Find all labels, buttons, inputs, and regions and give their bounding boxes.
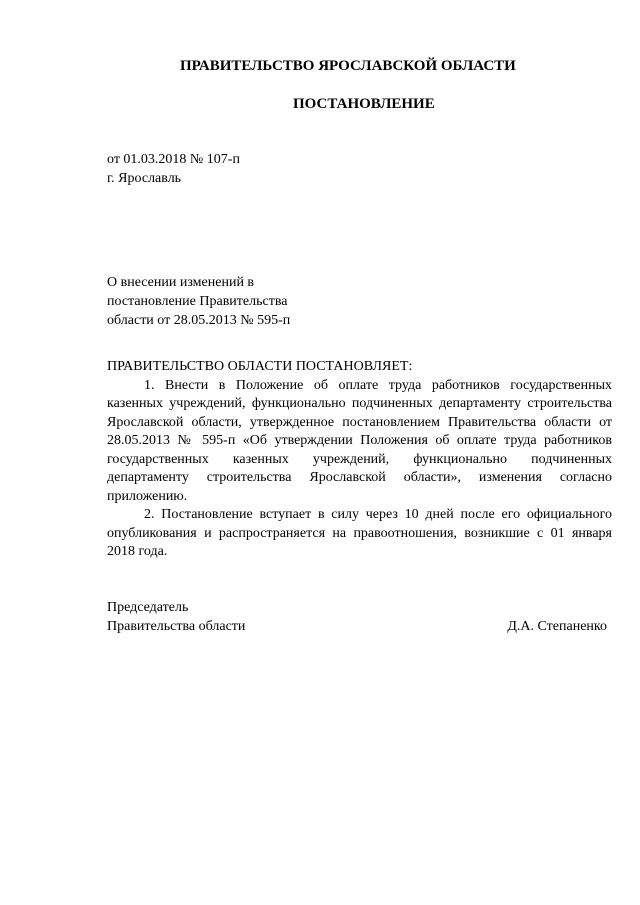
signature-row	[107, 617, 607, 636]
subject-line: постановление Правительства	[107, 294, 288, 309]
date-number: от 01.03.2018 № 107-п	[107, 152, 240, 167]
subject-line: области от 28.05.2013 № 595-п	[107, 313, 291, 328]
document-type: ПОСТАНОВЛЕНИЕ	[293, 96, 435, 112]
decree-body	[107, 358, 612, 562]
government-title: ПРАВИТЕЛЬСТВО ЯРОСЛАВСКОЙ ОБЛАСТИ	[180, 58, 516, 74]
city: г. Ярославль	[107, 171, 182, 186]
signatory-name: Д.А. Степаненко	[507, 619, 607, 634]
document-meta	[107, 150, 240, 188]
signature-block	[107, 598, 607, 636]
decree-paragraph-1: 1. Внести в Положение об оплате труда работников государственных казенных учреждений, функционально подчиненных департаменту строительства Ярославской области, утвержденное постановлением Правительства области от 28.05.2013 № 595-п «Об утверждении Положения об оплате труда работников государственных казенных учреждений, функционально подчиненных департаменту строительства Ярославской области», изменения согласно приложению.	[107, 377, 612, 504]
decree-paragraph-2: 2. Постановление вступает в силу через 10 дней после его официального опубликования и распространяется на правоотношения, возникшие с 01 января 2018 года.	[107, 507, 612, 559]
document-subject	[107, 273, 290, 330]
signatory-title: Председатель	[107, 600, 189, 615]
signatory-title: Правительства области	[107, 619, 246, 634]
decree-heading: ПРАВИТЕЛЬСТВО ОБЛАСТИ ПОСТАНОВЛЯЕТ:	[107, 359, 413, 374]
subject-line: О внесении изменений в	[107, 275, 255, 290]
